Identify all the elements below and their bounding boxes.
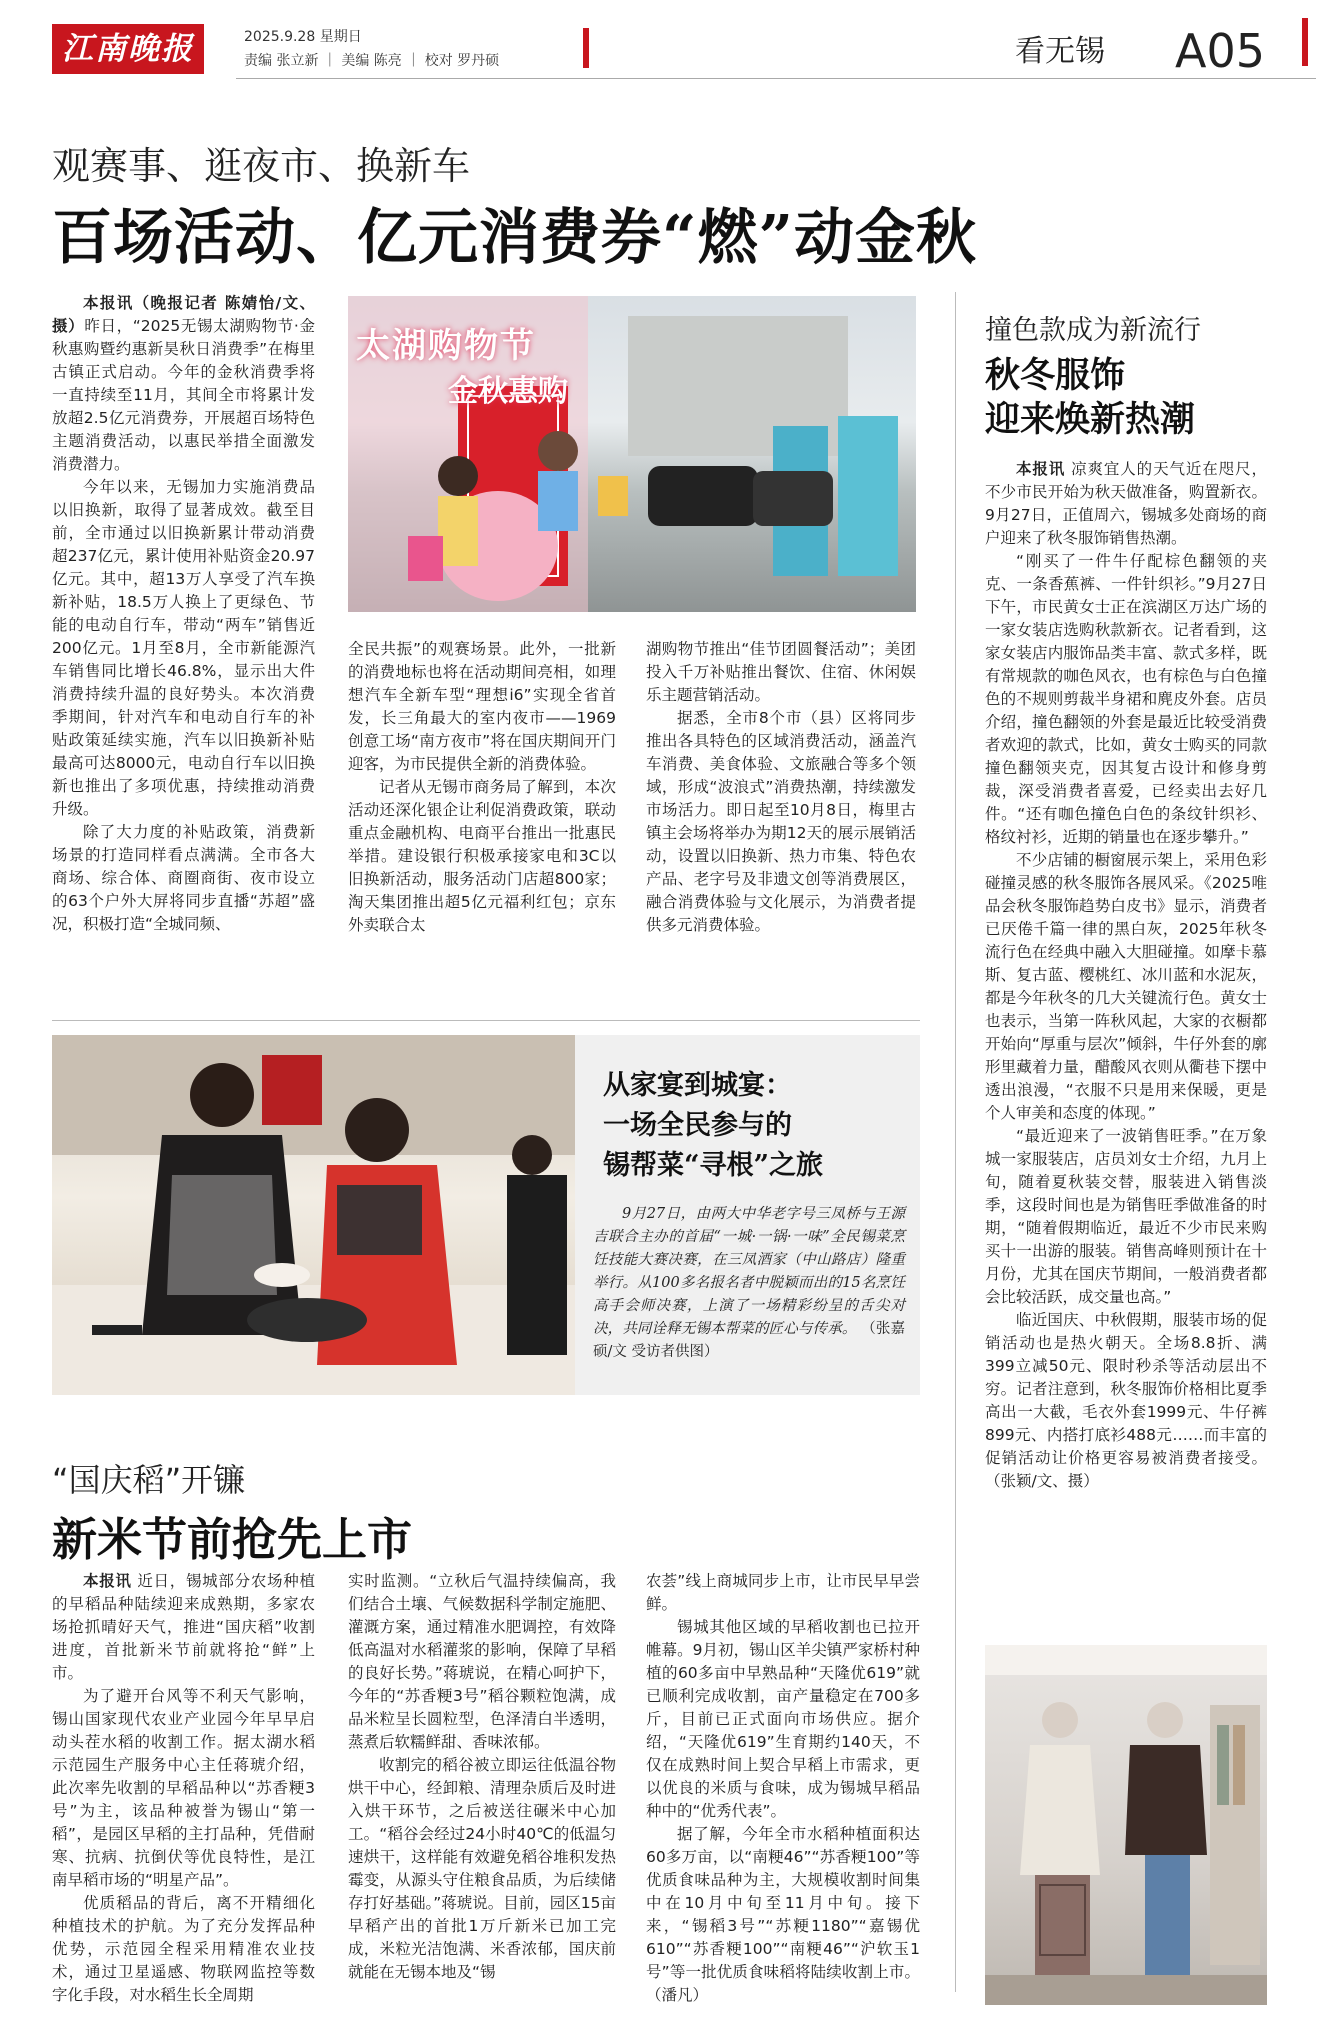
cuisine-feature-panel bbox=[575, 1035, 920, 1395]
lead-paragraph: 今年以来，无锡加力实施消费品以旧换新，取得了显著成效。截至目前，全市通过以旧换新累计带动消费超237亿元，累计使用补贴资金20.97亿元。其中，超13万人享受了汽车换新补贴，18.5万人换上了更绿色、节能的电动自行车，带动“两车”销售近200亿元。1月至8月，全市新能源汽车销售同比增长46.8%，显示出大件消费持续升温的良好势头。本次消费季期间，针对汽车和电动自行车的补贴政策延续实施，汽车以旧换新补贴最高可达8000元，电动自行车以旧换新也推出了多项优惠，持续推动消费升级。 bbox=[52, 478, 315, 818]
fashion-paragraph: “最近迎来了一波销售旺季。”在万象城一家服装店，店员刘女士介绍，九月上旬，随着夏秋装交替，服装进入销售淡季，这段时间也是为销售旺季做准备的时期，“随着假期临近，最近不少市民来购买十一出游的服装。销售高峰则预计在十月份，尤其在国庆节期间，一般消费者都会比较活跃，成交量也高。” bbox=[985, 1127, 1267, 1306]
lead-column-3 bbox=[646, 638, 916, 978]
lead-paragraph: 记者从无锡市商务局了解到，本次活动还深化银企让利促消费政策，联动重点金融机构、电商平台推出一批惠民举措。建设银行积极承接家电和3C以旧换新活动，服务活动门店超800家；淘天集团推出超5亿元福利红包；京东外卖联合太 bbox=[348, 778, 616, 934]
lead-paragraph: 全民共振”的观赛场景。此外，一批新的消费地标也将在活动期间亮相，如理想汽车全新车型“理想i6”实现全省首发，长三角最大的室内夜市——1969创意工场“南方夜市”将在国庆期间开门迎客，为市民提供全新的消费体验。 bbox=[348, 640, 616, 773]
lead-column-2 bbox=[348, 638, 616, 978]
rice-paragraph: 近日，锡城部分农场种植的早稻品种陆续迎来成熟期，多家农场抢抓晴好天气，推进“国庆稻”收割进度，首批新米节前就将抢“鲜”上市。 bbox=[52, 1572, 315, 1682]
fashion-headline-line1: 秋冬服饰 bbox=[985, 355, 1126, 396]
lead-kicker: 观赛事、逛夜市、换新车 bbox=[52, 144, 471, 188]
cuisine-caption bbox=[593, 1203, 905, 1364]
cuisine-headline-line3: 锡帮菜“寻根”之旅 bbox=[603, 1150, 824, 1181]
column-divider bbox=[955, 292, 956, 1992]
festival-sign-subtext: 金秋惠购 bbox=[448, 374, 568, 409]
lead-paragraph: 除了大力度的补贴政策，消费新场景的打造同样看点满满。全市各大商场、综合体、商圈商街、夜市设立的63个户外大屏将同步直播“苏超”盛况，积极打造“全城同频、 bbox=[52, 823, 315, 933]
festival-sign-text: 太湖购物节 bbox=[356, 326, 536, 366]
lead-paragraph: 昨日，“2025无锡太湖购物节·金秋惠购暨约惠新昊秋日消费季”在梅里古镇正式启动。今年的金秋消费季将一直持续至11月，其间全市将累计发放超2.5亿元消费券，开展超百场特色主题消费活动，以惠民举措全面激发消费潜力。 bbox=[52, 317, 315, 473]
cuisine-caption-text: 9月27日，由两大中华老字号三凤桥与王源吉联合主办的首届“一城·一锅·一味”全民锡菜烹饪技能大赛决赛，在三凤酒家（中山路店）隆重举行。从100多名报名者中脱颖而出的15名烹饪高手会师决赛，上演了一场精彩纷呈的舌尖对决，共同诠释无锡本帮菜的匠心与传承。 bbox=[593, 1206, 905, 1337]
fashion-paragraph: 不少店铺的橱窗展示架上，采用色彩碰撞灵感的秋冬服饰各展风采。《2025唯品会秋冬服饰趋势白皮书》显示，消费者已厌倦千篇一律的黑白灰，2025年秋冬流行色在经典中融入大胆碰撞。如摩卡慕斯、复古蓝、樱桃红、冰川蓝和水泥灰，都是今年秋冬的几大关键流行色。黄女士也表示，当第一阵秋风起，大家的衣橱都开始向“厚重与层次”倾斜，牛仔外套的廓形里藏着力量，醋酸风衣则从衢巷下摆中透出浪漫，“衣服不只是用来保暖，更是个人审美和态度的体现。” bbox=[985, 851, 1267, 1122]
rice-paragraph: 锡城其他区域的早稻收割也已拉开帷幕。9月初，锡山区羊尖镇严家桥村种植的60多亩中早熟品种“天隆优619”就已顺利完成收割，亩产量稳定在700多斤，目前已正式面向市场供应。据介绍，“天隆优619”生育期约140天，不仅在成熟时间上契合早稻上市需求，更以优良的米质与食味，成为锡城早稻品种中的“优秀代表”。 bbox=[646, 1618, 920, 1820]
clothing-store-photo bbox=[985, 1645, 1267, 2005]
lead-column-1 bbox=[52, 292, 315, 982]
lead-headline: 百场活动、亿元消费券“燃”动金秋 bbox=[52, 203, 978, 273]
rice-paragraph: 农荟”线上商城同步上市，让市民早早尝鲜。 bbox=[646, 1572, 920, 1613]
fashion-paragraph: 临近国庆、中秋假期，服装市场的促销活动也是热火朝天。全场8.8折、满399立减50元、限时秒杀等活动层出不穷。记者注意到，秋冬服饰价格相比夏季高出一大截，毛衣外套1999元、牛仔裤899元、内搭打底衫488元……而丰富的促销活动让价格更容易被消费者接受。（张颖/文、摄） bbox=[985, 1311, 1267, 1490]
page-number: A05 bbox=[1175, 24, 1266, 78]
fashion-article-body bbox=[985, 458, 1267, 1603]
header-accent-bar bbox=[1302, 18, 1308, 66]
fashion-paragraph: 凉爽宜人的天气近在咫尺，不少市民开始为秋天做准备，购置新衣。9月27日，正值周六，锡城多处商场的商户迎来了秋冬服饰销售热潮。 bbox=[985, 460, 1267, 547]
section-name: 看无锡 bbox=[1015, 34, 1105, 69]
cuisine-headline-line1: 从家宴到城宴： bbox=[603, 1070, 792, 1101]
rice-paragraph: 实时监测。“立秋后气温持续偏高，我们结合土壤、气候数据科学制定施肥、灌溉方案，通过精准水肥调控，有效降低高温对水稻灌浆的影响，保障了早稻的良好长势。”蒋琥说，在精心呵护下，今年的“苏香粳3号”稻谷颗粒饱满，成品米粒呈长圆粒型，色泽清白半透明，蒸煮后软糯鲜甜、香味浓郁。 bbox=[348, 1572, 616, 1751]
cooking-competition-photo bbox=[52, 1035, 575, 1395]
shopping-festival-photo bbox=[348, 296, 916, 612]
fashion-kicker: 撞色款成为新流行 bbox=[985, 315, 1201, 346]
lead-byline: 本报讯（晚报记者 陈婧怡/文、摄） bbox=[52, 294, 315, 335]
rice-column-1 bbox=[52, 1570, 315, 2010]
rice-paragraph: 收割完的稻谷被立即运往低温谷物烘干中心，经卸粮、清理杂质后及时进入烘干环节，之后被送往碾米中心加工。“稻谷会经过24小时40℃的低温匀速烘干，这样能有效避免稻谷堆积发热霉变，从源头守住粮食品质，为后续储存打好基础。”蒋琥说。目前，园区15亩早稻产出的首批1万斤新米已加工完成，米粒光洁饱满、米香浓郁，国庆前就能在无锡本地及“锡 bbox=[348, 1756, 616, 1981]
header-rule bbox=[236, 78, 1316, 79]
masthead-logo: 江南晚报 bbox=[52, 24, 204, 74]
editor-credits: 责编 张立新 ｜ 美编 陈亮 ｜ 校对 罗丹硕 bbox=[244, 53, 500, 69]
rice-headline: 新米节前抢先上市 bbox=[52, 1513, 413, 1566]
section-rule bbox=[52, 1020, 920, 1021]
rice-kicker: “国庆稻”开镰 bbox=[52, 1461, 246, 1499]
rice-column-3 bbox=[646, 1570, 920, 2010]
rice-byline: 本报讯 bbox=[83, 1572, 132, 1590]
rice-paragraph: 据了解，今年全市水稻种植面积达60多万亩，以“南粳46”“苏香粳100”等优质食味品种为主，大规模收割时间集中在10月中旬至11月中旬。接下来，“锡稻3号”“苏粳1180”“嘉锡优610”“苏香粳100”“南粳46”“沪软玉1号”等一批优质食味稻将陆续收割上市。（潘凡） bbox=[646, 1825, 920, 2004]
fashion-byline: 本报讯 bbox=[1016, 460, 1066, 478]
lead-paragraph: 据悉，全市8个市（县）区将同步推出各具特色的区域消费活动，涵盖汽车消费、美食体验、文旅融合等多个领域，形成“波浪式”消费热潮，持续激发市场活力。即日起至10月8日，梅里古镇主会场将举办为期12天的展示展销活动，设置以旧换新、热力市集、特色农产品、老字号及非遗文创等消费展区，融合消费体验与文化展示，为消费者提供多元消费体验。 bbox=[646, 709, 916, 934]
fashion-paragraph: “刚买了一件牛仔配棕色翻领的夹克、一条香蕉裤、一件针织衫。”9月27日下午，市民黄女士正在滨湖区万达广场的一家女装店选购秋款新衣。记者看到，这家女装店内服饰品类丰富、款式多样，既有常规款的咖色风衣，也有棕色与白色撞色的不规则剪裁半身裙和麂皮外套。店员介绍，撞色翻领的外套是最近比较受消费者欢迎的款式，比如，黄女士购买的同款撞色翻领夹克，因其复古设计和修身剪裁，深受消费者喜爱，已经卖出去好几件。“还有咖色撞色白色的条纹针织衫、格纹衬衫，近期的销量也在逐步攀升。” bbox=[985, 552, 1267, 846]
cuisine-credit: （张嘉硕/文 受访者供图） bbox=[593, 1321, 906, 1360]
fashion-headline-line2: 迎来焕新热潮 bbox=[985, 399, 1196, 440]
lead-paragraph: 湖购物节推出“佳节团圆餐活动”；美团投入千万补贴推出餐饮、住宿、休闲娱乐主题营销活动。 bbox=[646, 640, 916, 704]
cuisine-headline-line2: 一场全民参与的 bbox=[603, 1110, 792, 1141]
rice-column-2 bbox=[348, 1570, 616, 2010]
rice-paragraph: 为了避开台风等不利天气影响，锡山国家现代农业产业园今年早早启动头茬水稻的收割工作。据太湖水稻示范园生产服务中心主任蒋琥介绍，此次率先收割的早稻品种以“苏香粳3号”为主，该品种被誉为锡山“第一稻”，是园区早稻的主打品种，凭借耐寒、抗病、抗倒伏等优良特性，是江南早稻市场的“明星产品”。 bbox=[52, 1687, 315, 1889]
rice-paragraph: 优质稻品的背后，离不开精细化种植技术的护航。为了充分发挥品种优势，示范园全程采用精准农业技术，通过卫星遥感、物联网监控等数字化手段，对水稻生长全周期 bbox=[52, 1894, 315, 2004]
issue-date: 2025.9.28 星期日 bbox=[244, 29, 362, 45]
header-divider bbox=[583, 28, 589, 68]
